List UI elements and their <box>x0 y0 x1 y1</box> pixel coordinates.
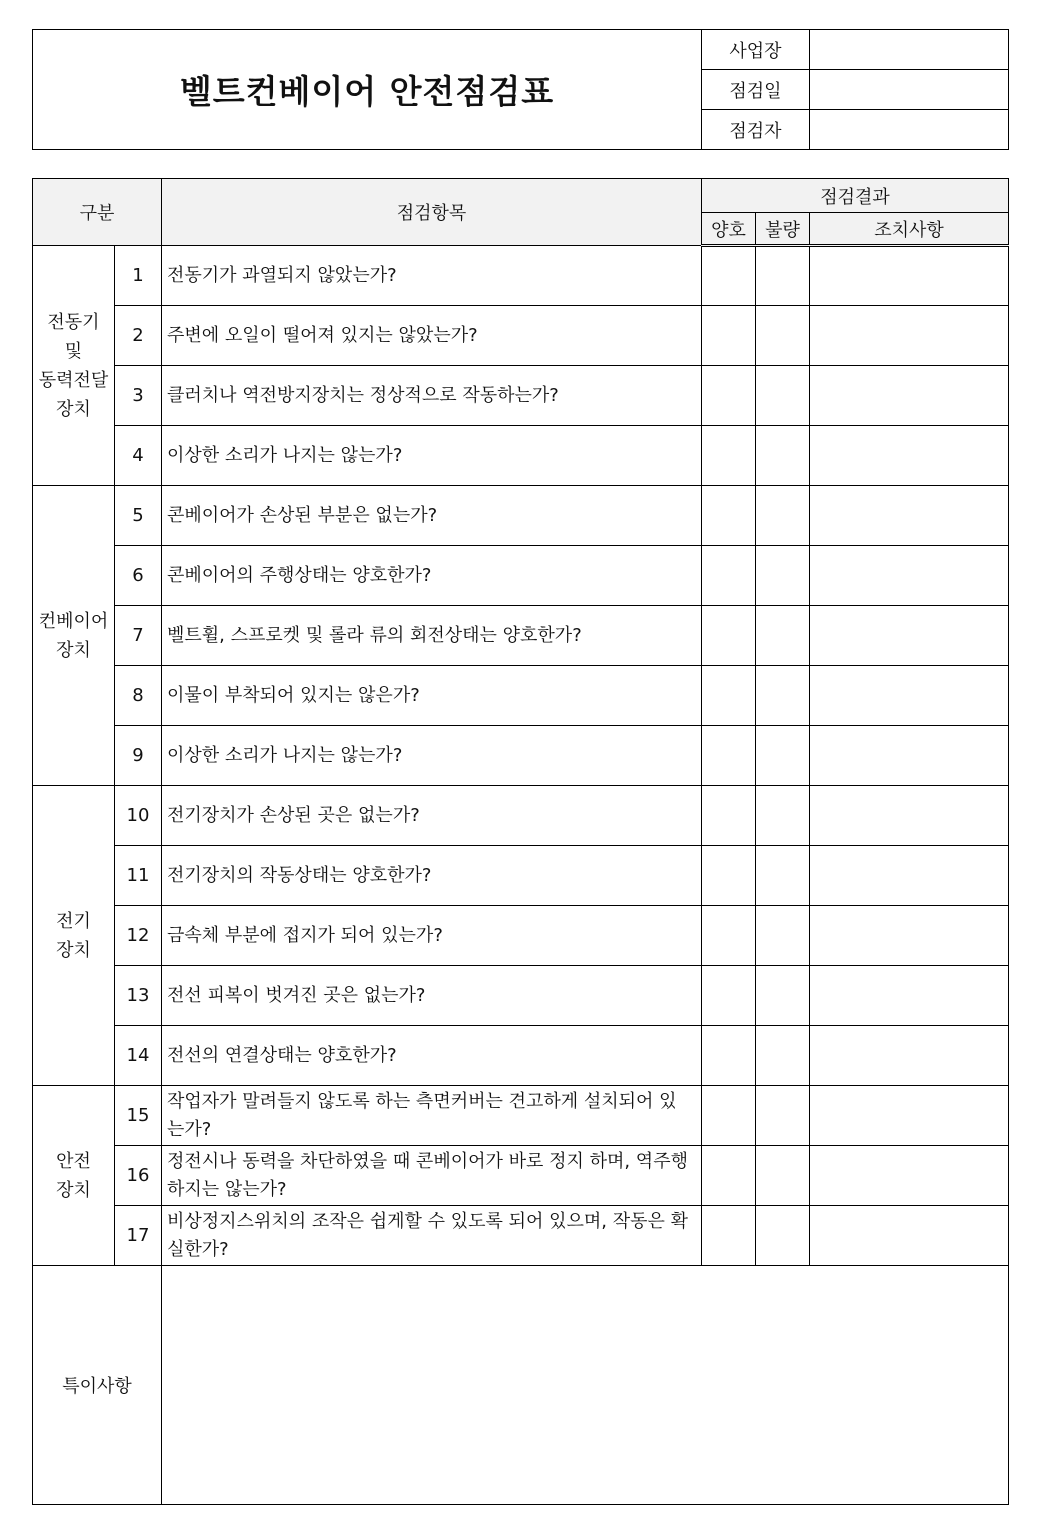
table-row <box>33 1026 1009 1086</box>
good-check-cell[interactable] <box>702 486 756 546</box>
item-header: 점검항목 <box>162 179 702 246</box>
page-title: 벨트컨베이어 안전점검표 <box>33 30 702 150</box>
inspection-item: 작업자가 말려들지 않도록 하는 측면커버는 견고하게 설치되어 있는가? <box>162 1086 702 1146</box>
action-cell[interactable] <box>810 546 1009 606</box>
good-check-cell[interactable] <box>702 426 756 486</box>
item-number: 14 <box>115 1026 162 1086</box>
bad-check-cell[interactable] <box>756 726 810 786</box>
bad-check-cell[interactable] <box>756 666 810 726</box>
good-check-cell[interactable] <box>702 1086 756 1146</box>
inspection-item: 주변에 오일이 떨어져 있지는 않았는가? <box>162 306 702 366</box>
table-row <box>33 906 1009 966</box>
item-number: 15 <box>115 1086 162 1146</box>
bad-check-cell[interactable] <box>756 1146 810 1206</box>
action-cell[interactable] <box>810 786 1009 846</box>
bad-check-cell[interactable] <box>756 546 810 606</box>
good-check-cell[interactable] <box>702 1206 756 1266</box>
action-cell[interactable] <box>810 486 1009 546</box>
action-cell[interactable] <box>810 246 1009 306</box>
inspection-item: 콘베이어가 손상된 부분은 없는가? <box>162 486 702 546</box>
item-number: 12 <box>115 906 162 966</box>
item-number: 6 <box>115 546 162 606</box>
workplace-label: 사업장 <box>702 30 810 70</box>
item-number: 10 <box>115 786 162 846</box>
bad-check-cell[interactable] <box>756 1026 810 1086</box>
category-header: 구분 <box>33 179 162 246</box>
bad-check-cell[interactable] <box>756 306 810 366</box>
table-row <box>33 306 1009 366</box>
item-number: 11 <box>115 846 162 906</box>
good-check-cell[interactable] <box>702 966 756 1026</box>
bad-check-cell[interactable] <box>756 786 810 846</box>
inspection-item: 이상한 소리가 나지는 않는가? <box>162 426 702 486</box>
inspection-item: 클러치나 역전방지장치는 정상적으로 작동하는가? <box>162 366 702 426</box>
result-header: 점검결과 <box>702 179 1009 213</box>
item-number: 4 <box>115 426 162 486</box>
good-header: 양호 <box>702 213 756 246</box>
inspection-item: 벨트휠, 스프로켓 및 롤라 류의 회전상태는 양호한가? <box>162 606 702 666</box>
inspection-date-label: 점검일 <box>702 70 810 110</box>
table-row <box>33 546 1009 606</box>
bad-check-cell[interactable] <box>756 486 810 546</box>
table-row <box>33 786 1009 846</box>
action-cell[interactable] <box>810 1086 1009 1146</box>
item-number: 9 <box>115 726 162 786</box>
action-cell[interactable] <box>810 726 1009 786</box>
action-cell[interactable] <box>810 1146 1009 1206</box>
item-number: 13 <box>115 966 162 1026</box>
action-cell[interactable] <box>810 306 1009 366</box>
table-row <box>33 426 1009 486</box>
good-check-cell[interactable] <box>702 546 756 606</box>
good-check-cell[interactable] <box>702 606 756 666</box>
item-number: 8 <box>115 666 162 726</box>
inspection-item: 이상한 소리가 나지는 않는가? <box>162 726 702 786</box>
action-cell[interactable] <box>810 966 1009 1026</box>
category-cell: 컨베이어 장치 <box>33 486 115 786</box>
good-check-cell[interactable] <box>702 366 756 426</box>
item-number: 2 <box>115 306 162 366</box>
action-cell[interactable] <box>810 666 1009 726</box>
action-cell[interactable] <box>810 426 1009 486</box>
good-check-cell[interactable] <box>702 306 756 366</box>
inspection-item: 비상정지스위치의 조작은 쉽게할 수 있도록 되어 있으며, 작동은 확실한가? <box>162 1206 702 1266</box>
action-cell[interactable] <box>810 906 1009 966</box>
table-row <box>33 486 1009 546</box>
bad-check-cell[interactable] <box>756 846 810 906</box>
table-row <box>33 1146 1009 1206</box>
table-row <box>33 846 1009 906</box>
inspection-item: 콘베이어의 주행상태는 양호한가? <box>162 546 702 606</box>
good-check-cell[interactable] <box>702 786 756 846</box>
action-cell[interactable] <box>810 846 1009 906</box>
item-number: 16 <box>115 1146 162 1206</box>
item-number: 17 <box>115 1206 162 1266</box>
bad-check-cell[interactable] <box>756 606 810 666</box>
action-cell[interactable] <box>810 606 1009 666</box>
bad-check-cell[interactable] <box>756 906 810 966</box>
table-row <box>33 606 1009 666</box>
good-check-cell[interactable] <box>702 1026 756 1086</box>
item-number: 1 <box>115 246 162 306</box>
table-row <box>33 1086 1009 1146</box>
inspection-item: 전기장치가 손상된 곳은 없는가? <box>162 786 702 846</box>
good-check-cell[interactable] <box>702 906 756 966</box>
action-cell[interactable] <box>810 1026 1009 1086</box>
category-cell: 전동기 및 동력전달 장치 <box>33 246 115 486</box>
table-row <box>33 246 1009 306</box>
table-row <box>33 366 1009 426</box>
bad-check-cell[interactable] <box>756 1206 810 1266</box>
item-number: 3 <box>115 366 162 426</box>
good-check-cell[interactable] <box>702 666 756 726</box>
header-table <box>32 29 1009 150</box>
table-row <box>33 966 1009 1026</box>
item-number: 7 <box>115 606 162 666</box>
inspector-field[interactable] <box>810 110 1009 150</box>
action-cell[interactable] <box>810 366 1009 426</box>
action-cell[interactable] <box>810 1206 1009 1266</box>
special-notes-row <box>33 1266 1009 1505</box>
table-row <box>33 666 1009 726</box>
good-check-cell[interactable] <box>702 1146 756 1206</box>
bad-check-cell[interactable] <box>756 246 810 306</box>
category-cell: 안전 장치 <box>33 1086 115 1266</box>
bad-check-cell[interactable] <box>756 366 810 426</box>
inspection-item: 전선 피복이 벗겨진 곳은 없는가? <box>162 966 702 1026</box>
item-number: 5 <box>115 486 162 546</box>
special-notes-field[interactable] <box>162 1266 1009 1505</box>
inspection-item: 금속체 부분에 접지가 되어 있는가? <box>162 906 702 966</box>
bad-check-cell[interactable] <box>756 966 810 1026</box>
bad-check-cell[interactable] <box>756 426 810 486</box>
good-check-cell[interactable] <box>702 726 756 786</box>
category-cell: 전기 장치 <box>33 786 115 1086</box>
good-check-cell[interactable] <box>702 846 756 906</box>
table-row <box>33 1206 1009 1266</box>
workplace-field[interactable] <box>810 30 1009 70</box>
action-header: 조치사항 <box>810 213 1009 246</box>
inspection-item: 이물이 부착되어 있지는 않은가? <box>162 666 702 726</box>
table-row <box>33 726 1009 786</box>
inspection-item: 정전시나 동력을 차단하였을 때 콘베이어가 바로 정지 하며, 역주행하지는 않는가? <box>162 1146 702 1206</box>
special-notes-label: 특이사항 <box>33 1266 162 1505</box>
checklist-table <box>32 178 1009 1505</box>
bad-header: 불량 <box>756 213 810 246</box>
inspector-label: 점검자 <box>702 110 810 150</box>
bad-check-cell[interactable] <box>756 1086 810 1146</box>
inspection-item: 전선의 연결상태는 양호한가? <box>162 1026 702 1086</box>
good-check-cell[interactable] <box>702 246 756 306</box>
inspection-item: 전기장치의 작동상태는 양호한가? <box>162 846 702 906</box>
inspection-date-field[interactable] <box>810 70 1009 110</box>
inspection-item: 전동기가 과열되지 않았는가? <box>162 246 702 306</box>
